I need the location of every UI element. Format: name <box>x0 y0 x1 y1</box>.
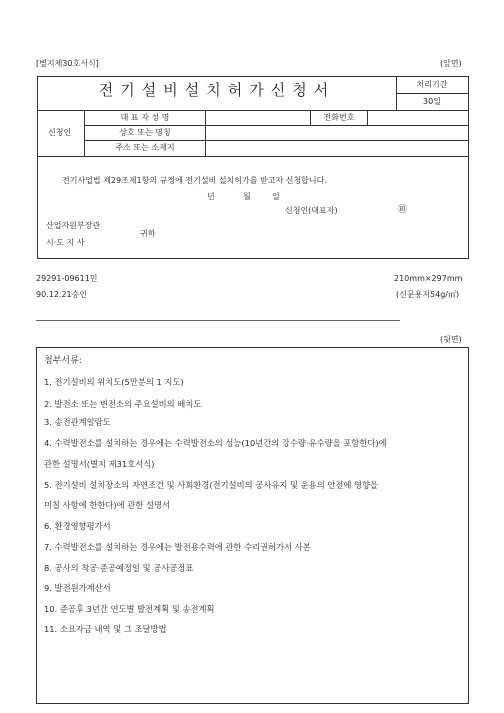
page-separator <box>36 320 400 321</box>
attachments-title: 첨부서류: <box>44 356 82 366</box>
attachment-item-10: 10. 준공후 3년간 연도별 발전계획 및 송전계획 <box>44 604 215 614</box>
attachment-item-4-cont: 관한 설명서(별지 제31호서식) <box>44 459 155 469</box>
attachment-item-5-cont: 미칠 사항에 한한다)에 관한 설명서 <box>44 500 170 510</box>
back-label: (뒷면) <box>440 335 462 344</box>
form-number: [별지제30호서식] <box>36 59 99 68</box>
rep-name-label: 대 표 자 성 명 <box>120 113 170 122</box>
phone-label: 전화번호 <box>323 113 355 122</box>
processing-label: 처리기간 <box>416 80 448 89</box>
seal-icon: ㊞ <box>398 205 408 215</box>
form-title: 전기설비설치허가신청서 <box>98 81 336 99</box>
attachment-item-1: 1. 전기설비의 위치도(5만분의 1 지도) <box>44 377 184 387</box>
attachment-item-3: 3. 송전관계일람도 <box>44 417 111 427</box>
attachment-item-4: 4. 수력발전소를 설치하는 경우에는 수력발전소의 성능(10년간의 강수량·유수량을 포함한다)에 <box>44 438 387 448</box>
recipient-governor: 시·도 지 사 <box>46 238 85 247</box>
address-label: 주소 또는 소재지 <box>115 143 175 152</box>
attachment-item-9: 9. 발전원가계산서 <box>44 583 111 593</box>
attachment-item-2: 2. 발전소 또는 변전소의 주요설비의 배치도 <box>44 399 202 409</box>
processing-value: 30일 <box>423 97 441 106</box>
attachment-item-6: 6. 환경영향평가서 <box>44 521 111 531</box>
date-day: 일 <box>272 192 280 201</box>
recipient-honorific: 귀하 <box>140 229 156 238</box>
paper-size: 210mm×297mm <box>394 274 463 283</box>
attachment-item-8: 8. 공사의 착공·준공예정일 및 공사공정표 <box>44 563 194 573</box>
applicant-section-label: 신청인 <box>48 128 72 137</box>
attachment-item-11: 11. 소요자금 내역 및 그 조달방법 <box>44 624 167 634</box>
date-month: 월 <box>243 192 251 201</box>
attachment-item-7: 7. 수력발전소를 설치하는 경우에는 발전용수력에 관한 수리권허가서 사본 <box>44 542 311 552</box>
recipient-ministry: 산업자원부장관 <box>46 221 101 230</box>
application-statement: 전기사업법 제29조제1항의 규정에 전기설비 설치허가를 받고자 신청합니다. <box>62 176 327 185</box>
approval-date: 90.12.21승인 <box>36 290 88 299</box>
form-code: 29291-09611민 <box>36 274 98 283</box>
date-year: 년 <box>207 192 215 201</box>
signer-label: 신청인(대표자) <box>285 206 338 215</box>
business-name-label: 상호 또는 명칭 <box>119 128 171 137</box>
attachment-item-5: 5. 전기설비 설치장소의 자연조건 및 사회환경(전기설비의 공사유지 및 운용의 안전에 영향을 <box>44 480 379 490</box>
front-label: (앞면) <box>440 59 462 68</box>
paper-type: (신문용지54g/㎡) <box>396 290 460 299</box>
